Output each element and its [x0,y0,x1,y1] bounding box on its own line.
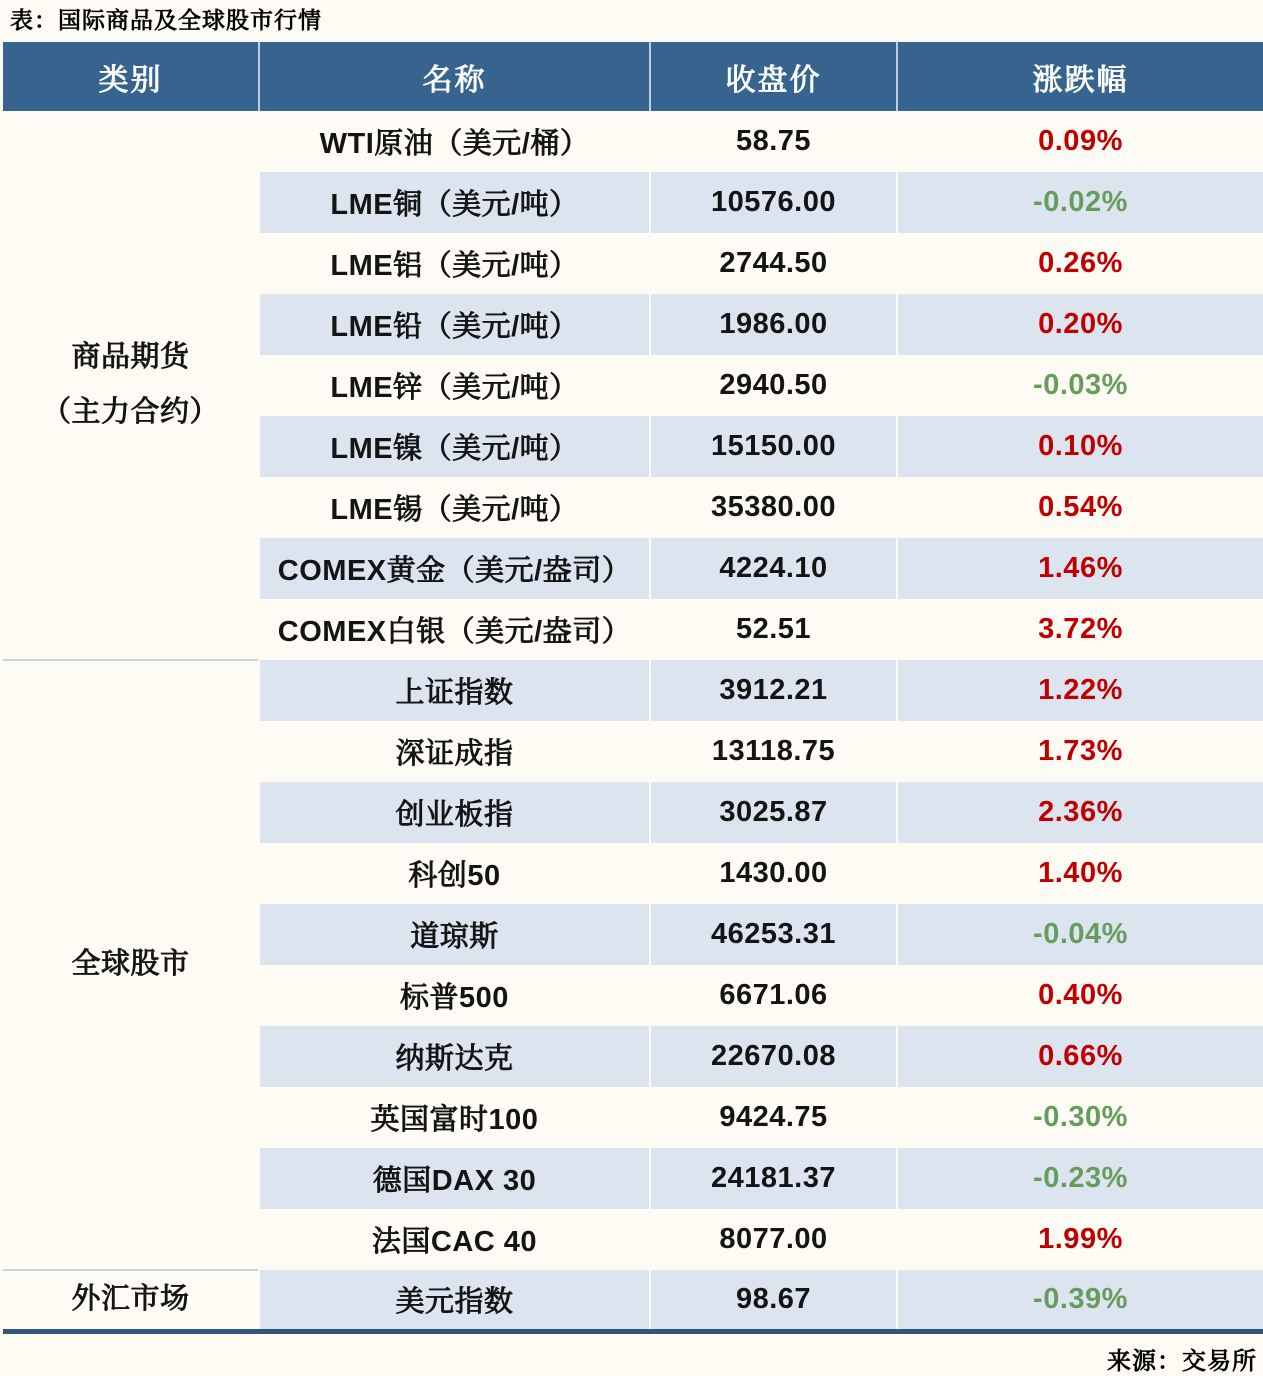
table-header [3,42,1263,111]
close-price-cell: 10576.00 [650,172,897,233]
name-cell: LME锌（美元/吨） [259,355,650,416]
table-body [3,111,1263,1331]
change-pct-cell: 1.46% [897,538,1263,599]
category-label-line: 外汇市场 [71,1283,190,1316]
column-header-close: 收盘价 [650,42,897,111]
column-header-name: 名称 [259,42,650,111]
close-price-cell: 6671.06 [650,965,897,1026]
close-price-cell: 1430.00 [650,843,897,904]
close-price-cell: 3912.21 [650,660,897,721]
name-cell: LME铅（美元/吨） [259,294,650,355]
market-table [3,42,1263,1334]
change-pct-cell: -0.30% [897,1087,1263,1148]
category-label-line: 商品期货 [71,340,190,373]
close-price-cell: 24181.37 [650,1148,897,1209]
header-row [3,42,1263,111]
close-price-cell: 46253.31 [650,904,897,965]
category-cell [3,1270,259,1331]
close-price-cell: 13118.75 [650,721,897,782]
close-price-cell: 3025.87 [650,782,897,843]
name-cell: 美元指数 [259,1270,650,1331]
close-price-cell: 52.51 [650,599,897,660]
source-note: 来源：交易所 [1107,1347,1257,1375]
change-pct-cell: -0.23% [897,1148,1263,1209]
change-pct-cell: -0.04% [897,904,1263,965]
name-cell: 上证指数 [259,660,650,721]
change-pct-cell: 1.99% [897,1209,1263,1270]
change-pct-cell: -0.02% [897,172,1263,233]
change-pct-cell: 2.36% [897,782,1263,843]
category-cell [3,111,259,660]
close-price-cell: 35380.00 [650,477,897,538]
name-cell: 法国CAC 40 [259,1209,650,1270]
change-pct-cell: -0.03% [897,355,1263,416]
column-header-change: 涨跌幅 [897,42,1263,111]
name-cell: WTI原油（美元/桶） [259,111,650,172]
name-cell: LME铜（美元/吨） [259,172,650,233]
close-price-cell: 8077.00 [650,1209,897,1270]
close-price-cell: 2940.50 [650,355,897,416]
name-cell: 道琼斯 [259,904,650,965]
category-cell [3,660,259,1270]
change-pct-cell: -0.39% [897,1270,1263,1331]
table-row [3,660,1263,721]
change-pct-cell: 1.40% [897,843,1263,904]
close-price-cell: 1986.00 [650,294,897,355]
change-pct-cell: 0.40% [897,965,1263,1026]
table-row [3,111,1263,172]
name-cell: LME铝（美元/吨） [259,233,650,294]
name-cell: COMEX黄金（美元/盎司） [259,538,650,599]
name-cell: 标普500 [259,965,650,1026]
table-row [3,1270,1263,1331]
close-price-cell: 98.67 [650,1270,897,1331]
change-pct-cell: 1.73% [897,721,1263,782]
category-label-line: 全球股市 [71,948,190,981]
close-price-cell: 4224.10 [650,538,897,599]
page-title: 表：国际商品及全球股市行情 [10,7,322,33]
change-pct-cell: 0.26% [897,233,1263,294]
change-pct-cell: 0.54% [897,477,1263,538]
change-pct-cell: 0.10% [897,416,1263,477]
change-pct-cell: 3.72% [897,599,1263,660]
change-pct-cell: 0.66% [897,1026,1263,1087]
name-cell: 创业板指 [259,782,650,843]
name-cell: LME锡（美元/吨） [259,477,650,538]
column-header-category: 类别 [3,42,259,111]
name-cell: 德国DAX 30 [259,1148,650,1209]
close-price-cell: 22670.08 [650,1026,897,1087]
name-cell: 纳斯达克 [259,1026,650,1087]
close-price-cell: 58.75 [650,111,897,172]
name-cell: 深证成指 [259,721,650,782]
change-pct-cell: 0.20% [897,294,1263,355]
name-cell: 英国富时100 [259,1087,650,1148]
close-price-cell: 15150.00 [650,416,897,477]
category-label-line: （主力合约） [41,396,219,428]
name-cell: LME镍（美元/吨） [259,416,650,477]
name-cell: COMEX白银（美元/盎司） [259,599,650,660]
close-price-cell: 2744.50 [650,233,897,294]
name-cell: 科创50 [259,843,650,904]
close-price-cell: 9424.75 [650,1087,897,1148]
change-pct-cell: 1.22% [897,660,1263,721]
change-pct-cell: 0.09% [897,111,1263,172]
